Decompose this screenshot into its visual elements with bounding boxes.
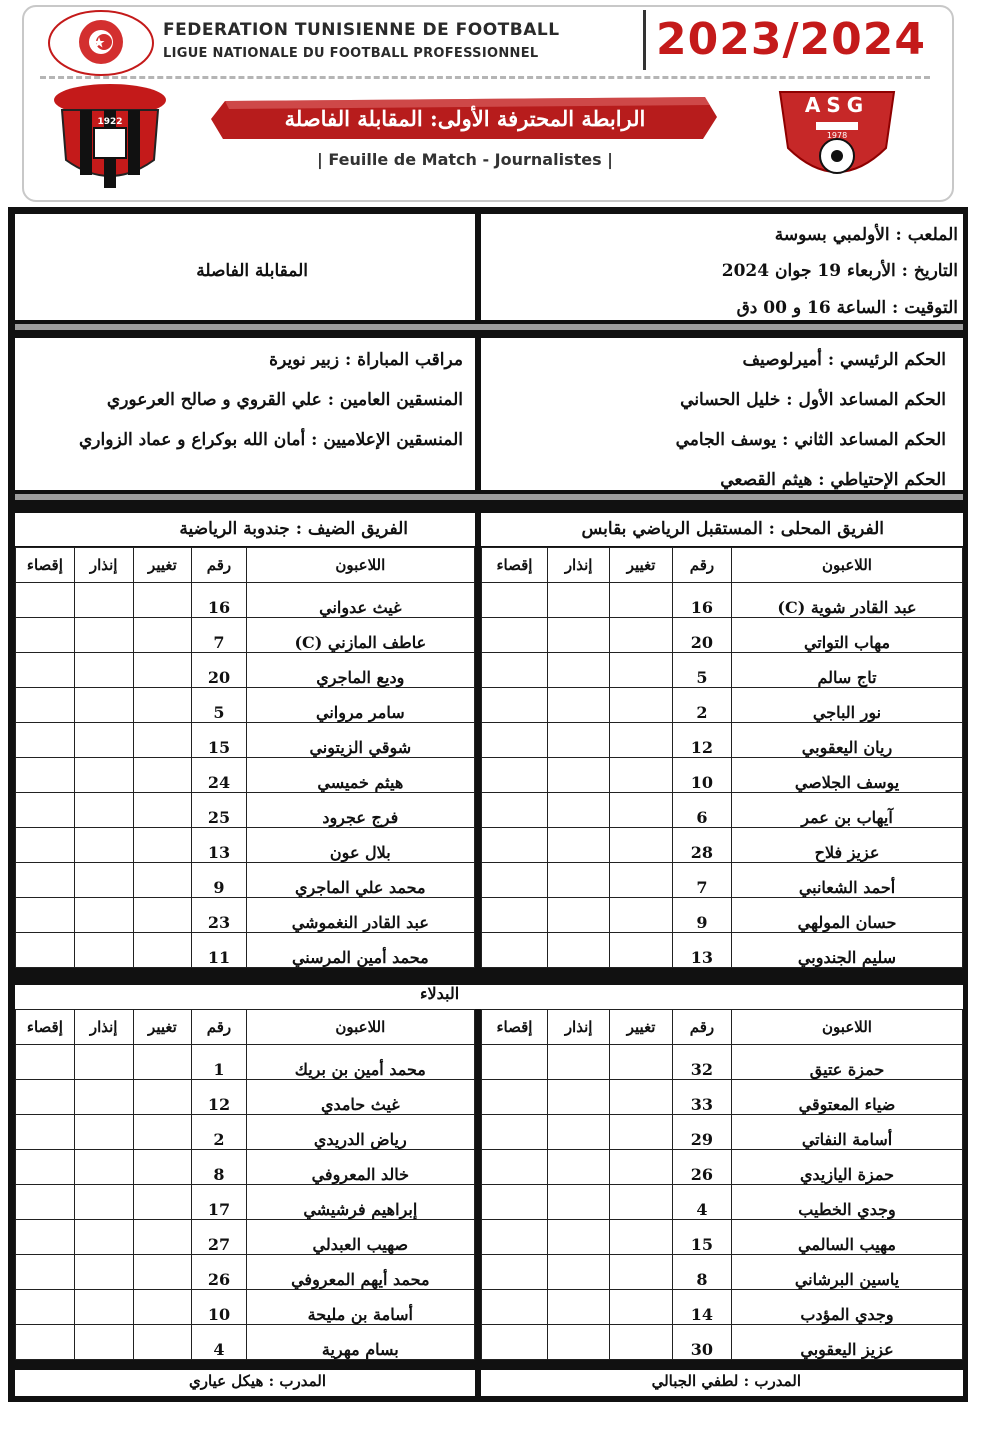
change-cell — [133, 1115, 192, 1150]
player-row — [16, 1220, 475, 1255]
player-number: 2 — [192, 1115, 246, 1150]
player-row — [16, 793, 475, 828]
warning-cell — [74, 1115, 133, 1150]
column-header-number: رقم — [672, 1010, 731, 1045]
warning-cell — [547, 758, 609, 793]
expulsion-cell — [16, 1115, 75, 1150]
player-number: 32 — [672, 1045, 731, 1080]
player-row — [16, 828, 475, 863]
player-number: 25 — [192, 793, 246, 828]
media-coordinators-text: المنسقين الإعلاميين : أمان الله بوكراع و عماد الزواري — [79, 430, 463, 450]
player-name: محمد علي الماجري — [246, 863, 474, 898]
assistant1-text: الحكم المساعد الأول : خليل الحساني — [680, 390, 946, 410]
warning-cell — [547, 1080, 609, 1115]
player-row — [482, 1045, 963, 1080]
player-number: 10 — [672, 758, 731, 793]
player-row — [482, 1290, 963, 1325]
asg-club-logo — [776, 88, 898, 196]
expulsion-cell — [482, 583, 548, 618]
player-row — [16, 1185, 475, 1220]
column-header-change: تغيير — [610, 1010, 672, 1045]
change-cell — [610, 583, 672, 618]
change-cell — [133, 1325, 192, 1360]
player-number: 23 — [192, 898, 246, 933]
player-name: غيث عدواني — [246, 583, 474, 618]
column-header-change: تغيير — [610, 548, 672, 583]
change-cell — [610, 1045, 672, 1080]
general-coordinators-text: المنسقين العامين : علي القروي و صالح العرعوري — [106, 390, 463, 410]
expulsion-cell — [16, 898, 75, 933]
federation-name: FEDERATION TUNISIENNE DE FOOTBALL — [163, 20, 560, 40]
expulsion-cell — [16, 583, 75, 618]
player-row — [482, 793, 963, 828]
player-number: 5 — [672, 653, 731, 688]
player-name: نور الباجي — [732, 688, 963, 723]
change-cell — [133, 1220, 192, 1255]
warning-cell — [74, 618, 133, 653]
warning-cell — [74, 653, 133, 688]
column-header-warning: إنذار — [547, 1010, 609, 1045]
expulsion-cell — [482, 898, 548, 933]
player-row — [482, 583, 963, 618]
header-dashed-line — [40, 76, 930, 79]
player-name: فرج عجرود — [246, 793, 474, 828]
player-name: خالد المعروفي — [246, 1150, 474, 1185]
change-cell — [610, 1255, 672, 1290]
warning-cell — [74, 1255, 133, 1290]
player-number: 13 — [672, 933, 731, 968]
expulsion-cell — [482, 1080, 548, 1115]
player-row — [482, 1080, 963, 1115]
player-number: 13 — [192, 828, 246, 863]
player-number: 5 — [192, 688, 246, 723]
expulsion-cell — [16, 688, 75, 723]
player-name: وجدي المؤدب — [732, 1290, 963, 1325]
expulsion-cell — [482, 1255, 548, 1290]
player-row — [482, 1220, 963, 1255]
warning-cell — [547, 898, 609, 933]
change-cell — [610, 688, 672, 723]
separator-band — [15, 494, 963, 500]
player-number: 15 — [672, 1220, 731, 1255]
expulsion-cell — [482, 1325, 548, 1360]
change-cell — [610, 1185, 672, 1220]
expulsion-cell — [16, 828, 75, 863]
column-header-expulsion: إقصاء — [16, 1010, 75, 1045]
warning-cell — [547, 1325, 609, 1360]
change-cell — [610, 1150, 672, 1185]
change-cell — [133, 688, 192, 723]
away-subs-table — [15, 1009, 475, 1360]
commissioner-text: مراقب المباراة : زبير نويرة — [269, 350, 463, 370]
player-name: تاج سالم — [732, 653, 963, 688]
player-row — [16, 1115, 475, 1150]
player-number: 30 — [672, 1325, 731, 1360]
player-name: إبراهيم فرشيشي — [246, 1185, 474, 1220]
player-name: آيهاب بن عمر — [732, 793, 963, 828]
warning-cell — [547, 1150, 609, 1185]
player-name: حسان المولهي — [732, 898, 963, 933]
warning-cell — [74, 1045, 133, 1080]
player-number: 20 — [192, 653, 246, 688]
player-number: 8 — [192, 1150, 246, 1185]
change-cell — [610, 618, 672, 653]
warning-cell — [74, 583, 133, 618]
player-number: 12 — [672, 723, 731, 758]
player-row — [482, 933, 963, 968]
warning-cell — [74, 898, 133, 933]
column-header-players: اللاعبون — [732, 548, 963, 583]
change-cell — [610, 1220, 672, 1255]
warning-cell — [74, 1185, 133, 1220]
warning-cell — [74, 688, 133, 723]
expulsion-cell — [16, 1080, 75, 1115]
header-divider — [643, 10, 646, 70]
player-row — [482, 758, 963, 793]
player-name: شوقي الزيتوني — [246, 723, 474, 758]
player-name: عزيز اليعقوبي — [732, 1325, 963, 1360]
expulsion-cell — [16, 1255, 75, 1290]
change-cell — [133, 618, 192, 653]
column-header-players: اللاعبون — [246, 548, 474, 583]
player-number: 9 — [672, 898, 731, 933]
player-number: 33 — [672, 1080, 731, 1115]
warning-cell — [547, 618, 609, 653]
player-number: 29 — [672, 1115, 731, 1150]
expulsion-cell — [16, 723, 75, 758]
player-row — [16, 723, 475, 758]
player-row — [482, 688, 963, 723]
change-cell — [133, 758, 192, 793]
player-number: 7 — [192, 618, 246, 653]
change-cell — [610, 863, 672, 898]
player-number: 7 — [672, 863, 731, 898]
subs-band — [15, 985, 963, 1009]
column-header-change: تغيير — [133, 548, 192, 583]
warning-cell — [547, 1290, 609, 1325]
player-row — [482, 1325, 963, 1360]
season-label: 2023/2024 — [656, 14, 926, 65]
player-number: 17 — [192, 1185, 246, 1220]
column-header-warning: إنذار — [74, 1010, 133, 1045]
change-cell — [133, 863, 192, 898]
expulsion-cell — [16, 618, 75, 653]
expulsion-cell — [482, 653, 548, 688]
column-header-players: اللاعبون — [732, 1010, 963, 1045]
warning-cell — [74, 933, 133, 968]
player-row — [482, 723, 963, 758]
player-number: 20 — [672, 618, 731, 653]
column-header-change: تغيير — [133, 1010, 192, 1045]
warning-cell — [74, 1150, 133, 1185]
expulsion-cell — [16, 1220, 75, 1255]
player-name: مهيب السالمي — [732, 1220, 963, 1255]
player-row — [16, 618, 475, 653]
expulsion-cell — [16, 793, 75, 828]
expulsion-cell — [482, 933, 548, 968]
column-header-players: اللاعبون — [246, 1010, 474, 1045]
player-name: أحمد الشعانبي — [732, 863, 963, 898]
player-name: محمد أيهم المعروفي — [246, 1255, 474, 1290]
player-name: هيثم خميسي — [246, 758, 474, 793]
stadium-text: الملعب : الأولمبي بسوسة — [774, 225, 958, 245]
warning-cell — [547, 863, 609, 898]
player-name: بلال عون — [246, 828, 474, 863]
player-number: 16 — [192, 583, 246, 618]
jendouba-logo-year: 1922 — [97, 117, 123, 127]
player-name: أسامة النفاتي — [732, 1115, 963, 1150]
player-row — [16, 898, 475, 933]
player-number: 28 — [672, 828, 731, 863]
expulsion-cell — [482, 1290, 548, 1325]
player-number: 1 — [192, 1045, 246, 1080]
change-cell — [610, 1080, 672, 1115]
jendouba-club-logo — [50, 80, 170, 192]
player-name: أسامة بن مليحة — [246, 1290, 474, 1325]
warning-cell — [547, 1220, 609, 1255]
player-row — [16, 583, 475, 618]
player-name: عزيز فلاح — [732, 828, 963, 863]
change-cell — [133, 1150, 192, 1185]
column-header-expulsion: إقصاء — [16, 548, 75, 583]
change-cell — [133, 933, 192, 968]
warning-cell — [74, 793, 133, 828]
fourth-official-text: الحكم الإحتياطي : هيثم القصعي — [720, 470, 946, 490]
separator-band — [15, 324, 963, 330]
player-row — [482, 1115, 963, 1150]
federation-logo — [46, 8, 156, 78]
expulsion-cell — [482, 758, 548, 793]
player-row — [482, 653, 963, 688]
change-cell — [133, 583, 192, 618]
player-number: 26 — [192, 1255, 246, 1290]
expulsion-cell — [16, 1325, 75, 1360]
warning-cell — [547, 653, 609, 688]
player-number: 24 — [192, 758, 246, 793]
expulsion-cell — [482, 1045, 548, 1080]
player-number: 15 — [192, 723, 246, 758]
date-text: التاريخ : الأربعاء 19 جوان 2024 — [721, 261, 958, 281]
player-number: 27 — [192, 1220, 246, 1255]
player-name: ضياء المعتوقي — [732, 1080, 963, 1115]
player-row — [482, 1255, 963, 1290]
match-type-text: المقابلة الفاصلة — [196, 261, 308, 281]
player-name: وجدي الخطيب — [732, 1185, 963, 1220]
player-number: 10 — [192, 1290, 246, 1325]
expulsion-cell — [16, 1290, 75, 1325]
warning-cell — [74, 723, 133, 758]
player-row — [16, 1045, 475, 1080]
time-text: التوقيت : الساعة 16 و 00 دق — [736, 298, 958, 318]
change-cell — [610, 653, 672, 688]
expulsion-cell — [16, 1045, 75, 1080]
change-cell — [133, 828, 192, 863]
expulsion-cell — [16, 863, 75, 898]
player-row — [16, 933, 475, 968]
warning-cell — [547, 1045, 609, 1080]
warning-cell — [547, 583, 609, 618]
player-number: 8 — [672, 1255, 731, 1290]
player-number: 16 — [672, 583, 731, 618]
home-team-name: الفريق المحلى : المستقبل الرياضي بقابس — [581, 519, 884, 539]
assistant2-text: الحكم المساعد الثاني : يوسف الجامي — [675, 430, 946, 450]
player-row — [16, 1080, 475, 1115]
player-number: 6 — [672, 793, 731, 828]
player-row — [16, 688, 475, 723]
warning-cell — [74, 863, 133, 898]
player-row — [16, 1255, 475, 1290]
expulsion-cell — [482, 793, 548, 828]
warning-cell — [74, 758, 133, 793]
warning-cell — [547, 828, 609, 863]
expulsion-cell — [482, 688, 548, 723]
change-cell — [610, 1290, 672, 1325]
change-cell — [133, 1080, 192, 1115]
warning-cell — [74, 828, 133, 863]
away-team-name: الفريق الضيف : جندوبة الرياضية — [179, 519, 408, 539]
change-cell — [610, 723, 672, 758]
player-number: 14 — [672, 1290, 731, 1325]
asg-logo-abbr: ASG — [804, 93, 870, 117]
change-cell — [133, 653, 192, 688]
warning-cell — [74, 1325, 133, 1360]
player-row — [16, 1325, 475, 1360]
column-header-warning: إنذار — [547, 548, 609, 583]
player-row — [16, 863, 475, 898]
player-name: وديع الماجري — [246, 653, 474, 688]
change-cell — [610, 1115, 672, 1150]
column-header-expulsion: إقصاء — [482, 548, 548, 583]
league-name: LIGUE NATIONALE DU FOOTBALL PROFESSIONNEL — [163, 46, 539, 61]
player-row — [482, 1150, 963, 1185]
warning-cell — [547, 1185, 609, 1220]
player-number: 4 — [672, 1185, 731, 1220]
warning-cell — [74, 1080, 133, 1115]
player-row — [16, 1290, 475, 1325]
change-cell — [133, 1045, 192, 1080]
home-coach: المدرب : لطفي الجبالي — [651, 1372, 801, 1390]
ribbon-title: الرابطة المحترفة الأولى: المقابلة الفاصلة — [284, 106, 646, 131]
player-row — [16, 653, 475, 688]
change-cell — [133, 1255, 192, 1290]
match-sheet-subtitle: | Feuille de Match - Journalistes | — [316, 150, 614, 169]
warning-cell — [74, 1220, 133, 1255]
player-name: غيث حامدي — [246, 1080, 474, 1115]
player-number: 2 — [672, 688, 731, 723]
expulsion-cell — [482, 1220, 548, 1255]
away-starters-table — [15, 547, 475, 968]
player-name: حمزة اليازيدي — [732, 1150, 963, 1185]
warning-cell — [547, 723, 609, 758]
warning-cell — [547, 688, 609, 723]
player-name: رياض الدريدي — [246, 1115, 474, 1150]
column-header-number: رقم — [192, 548, 246, 583]
change-cell — [610, 898, 672, 933]
change-cell — [610, 933, 672, 968]
expulsion-cell — [482, 1115, 548, 1150]
player-row — [482, 863, 963, 898]
player-name: يوسف الجلاصي — [732, 758, 963, 793]
home-starters-table — [481, 547, 963, 968]
player-name: عبد القادر شوية (C) — [732, 583, 963, 618]
expulsion-cell — [482, 863, 548, 898]
warning-cell — [547, 933, 609, 968]
expulsion-cell — [16, 653, 75, 688]
player-row — [482, 618, 963, 653]
change-cell — [610, 758, 672, 793]
player-name: سامر مرواني — [246, 688, 474, 723]
expulsion-cell — [16, 933, 75, 968]
warning-cell — [74, 1290, 133, 1325]
subs-label: البدلاء — [420, 984, 460, 1003]
change-cell — [133, 723, 192, 758]
player-row — [482, 898, 963, 933]
warning-cell — [547, 1255, 609, 1290]
player-name: محمد أمين المرسني — [246, 933, 474, 968]
away-coach: المدرب : هيكل عياري — [189, 1372, 326, 1390]
expulsion-cell — [16, 1150, 75, 1185]
player-name: حمزة عتيق — [732, 1045, 963, 1080]
change-cell — [610, 1325, 672, 1360]
player-name: صهيب العبدلي — [246, 1220, 474, 1255]
referee-text: الحكم الرئيسي : أميرلوصيف — [742, 350, 946, 370]
expulsion-cell — [482, 1185, 548, 1220]
player-name: عبد القادر النغموشي — [246, 898, 474, 933]
player-name: عاطف المازني (C) — [246, 618, 474, 653]
column-header-warning: إنذار — [74, 548, 133, 583]
change-cell — [133, 793, 192, 828]
home-subs-table — [481, 1009, 963, 1360]
player-number: 9 — [192, 863, 246, 898]
player-name: بسام مهرية — [246, 1325, 474, 1360]
player-row — [16, 758, 475, 793]
player-name: سليم الجندوبي — [732, 933, 963, 968]
player-number: 4 — [192, 1325, 246, 1360]
warning-cell — [547, 1115, 609, 1150]
expulsion-cell — [482, 1150, 548, 1185]
player-number: 12 — [192, 1080, 246, 1115]
player-row — [482, 828, 963, 863]
expulsion-cell — [482, 828, 548, 863]
change-cell — [133, 1290, 192, 1325]
change-cell — [610, 793, 672, 828]
player-row — [16, 1150, 475, 1185]
player-name: ياسين البرشاني — [732, 1255, 963, 1290]
expulsion-cell — [16, 1185, 75, 1220]
column-header-expulsion: إقصاء — [482, 1010, 548, 1045]
player-number: 26 — [672, 1150, 731, 1185]
expulsion-cell — [16, 758, 75, 793]
player-name: ريان اليعقوبي — [732, 723, 963, 758]
column-header-number: رقم — [192, 1010, 246, 1045]
column-header-number: رقم — [672, 548, 731, 583]
expulsion-cell — [482, 723, 548, 758]
player-name: مهاب التواتي — [732, 618, 963, 653]
player-row — [482, 1185, 963, 1220]
change-cell — [133, 898, 192, 933]
asg-logo-year: 1978 — [826, 131, 848, 140]
player-name: محمد أمين بن بريك — [246, 1045, 474, 1080]
expulsion-cell — [482, 618, 548, 653]
warning-cell — [547, 793, 609, 828]
change-cell — [133, 1185, 192, 1220]
player-number: 11 — [192, 933, 246, 968]
change-cell — [610, 828, 672, 863]
